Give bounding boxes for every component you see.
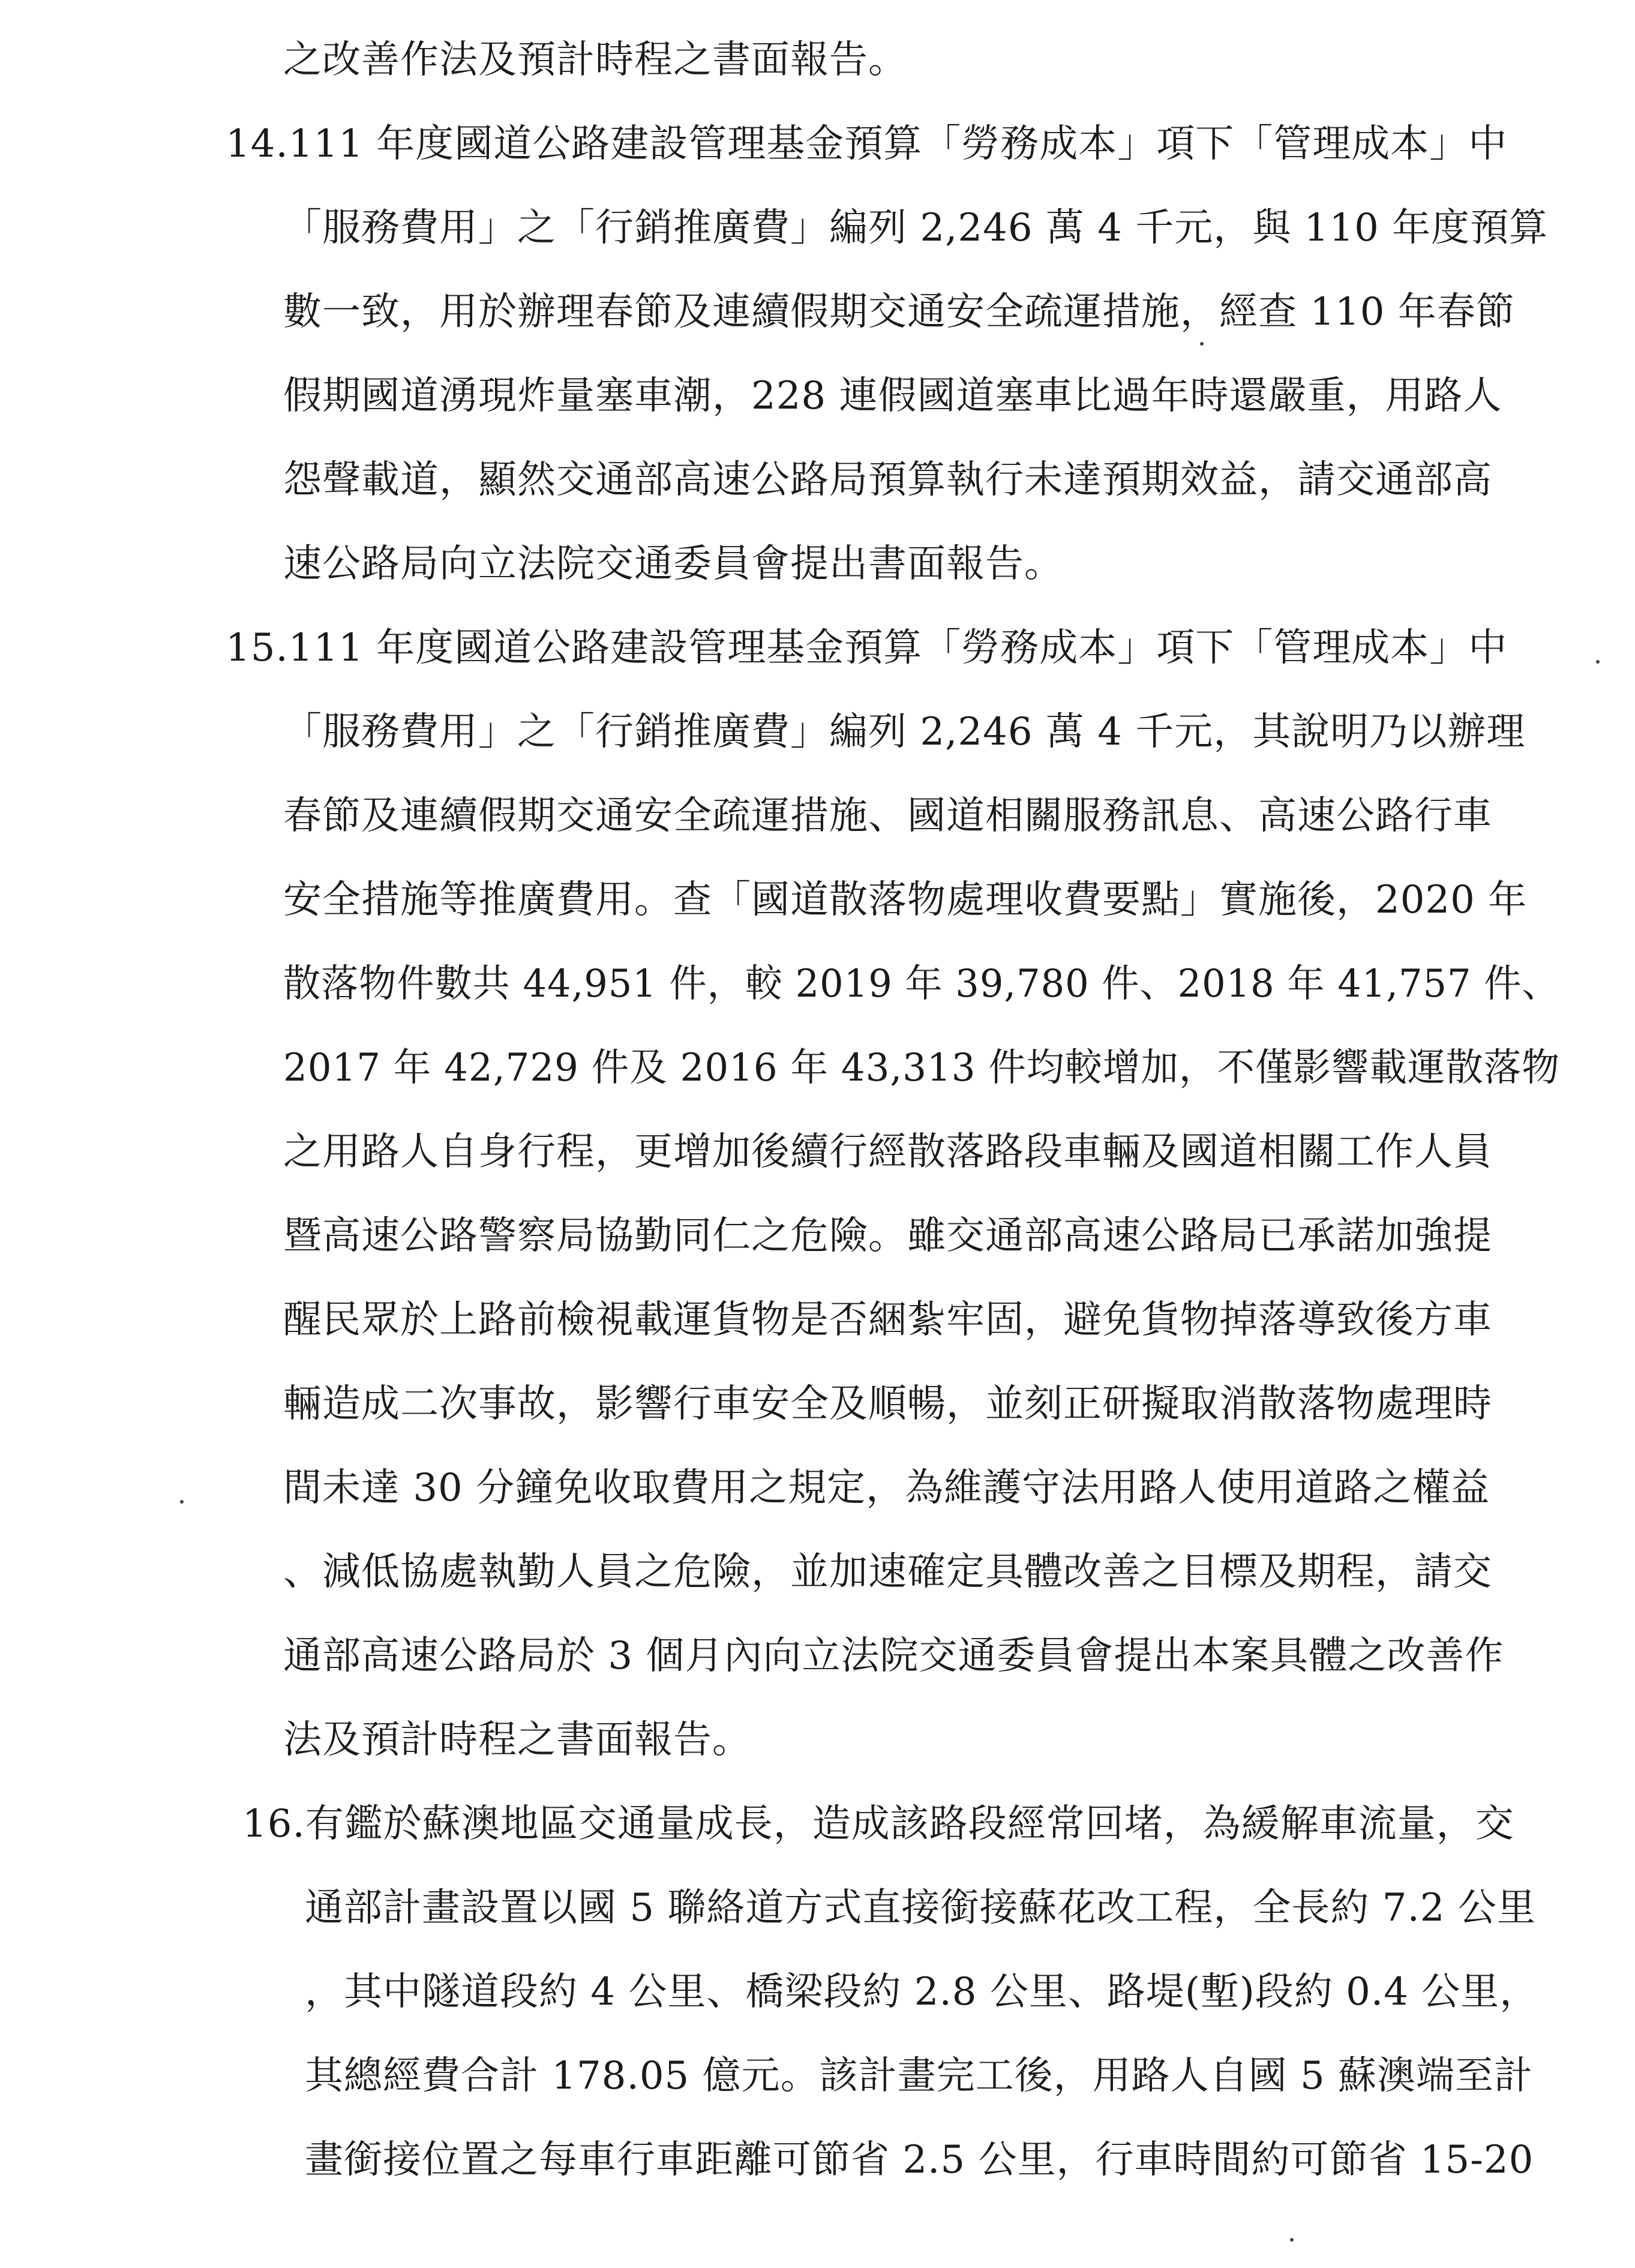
text-line: 散落物件數共 44,951 件，較 2019 年 39,780 件、2018 年 41,757 件、	[283, 962, 1560, 1006]
text-line: 怨聲載道，顯然交通部高速公路局預算執行未達預期效益，請交通部高	[283, 458, 1492, 502]
text-line: 、減低協處執勤人員之危險，並加速確定具體改善之目標及期程，請交	[283, 1550, 1492, 1594]
text-line: 假期國道湧現炸量塞車潮，228 連假國道塞車比過年時還嚴重，用路人	[283, 374, 1502, 418]
text-line: 「服務費用」之「行銷推廣費」編列 2,246 萬 4 千元，其說明乃以辦理	[283, 710, 1526, 754]
text-line: 春節及連續假期交通安全疏運措施、國道相關服務訊息、高速公路行車	[283, 794, 1492, 838]
text-line: 安全措施等推廣費用。查「國道散落物處理收費要點」實施後，2020 年	[283, 878, 1528, 922]
text-line: 之改善作法及預計時程之書面報告。	[283, 38, 907, 82]
scan-speck	[1200, 342, 1204, 346]
text-line: 畫銜接位置之每車行車距離可節省 2.5 公里，行車時間約可節省 15-20	[305, 2138, 1534, 2182]
text-line: 數一致，用於辦理春節及連續假期交通安全疏運措施，經查 110 年春節	[283, 290, 1515, 334]
scan-speck	[1596, 660, 1600, 664]
item-14-heading-line: 14.111 年度國道公路建設管理基金預算「勞務成本」項下「管理成本」中	[226, 122, 1508, 166]
scan-speck	[1290, 2238, 1294, 2242]
text-line: 速公路局向立法院交通委員會提出書面報告。	[283, 542, 1063, 586]
scan-speck	[180, 1500, 184, 1504]
text-line: 暨高速公路警察局協勤同仁之危險。雖交通部高速公路局已承諾加強提	[283, 1214, 1492, 1258]
text-line: ，其中隧道段約 4 公里、橋梁段約 2.8 公里、路堤(塹)段約 0.4 公里，	[305, 1970, 1539, 2014]
text-line: 其總經費合計 178.05 億元。該計畫完工後，用路人自國 5 蘇澳端至計	[305, 2054, 1534, 2098]
text-line: 間未達 30 分鐘免收取費用之規定，為維護守法用路人使用道路之權益	[283, 1466, 1490, 1510]
text-line: 輛造成二次事故，影響行車安全及順暢，並刻正研擬取消散落物處理時	[283, 1382, 1492, 1426]
item-16-heading-line: 16.有鑑於蘇澳地區交通量成長，造成該路段經常回堵，為緩解車流量，交	[242, 1802, 1514, 1846]
text-line: 之用路人自身行程，更增加後續行經散落路段車輛及國道相關工作人員	[283, 1130, 1492, 1174]
text-line: 法及預計時程之書面報告。	[283, 1718, 751, 1762]
item-15-heading-line: 15.111 年度國道公路建設管理基金預算「勞務成本」項下「管理成本」中	[226, 626, 1508, 670]
text-line: 「服務費用」之「行銷推廣費」編列 2,246 萬 4 千元，與 110 年度預算	[283, 206, 1549, 250]
text-line: 通部高速公路局於 3 個月內向立法院交通委員會提出本案具體之改善作	[283, 1634, 1504, 1678]
text-line: 通部計畫設置以國 5 聯絡道方式直接銜接蘇花改工程，全長約 7.2 公里	[305, 1886, 1536, 1930]
text-line: 2017 年 42,729 件及 2016 年 43,313 件均較增加，不僅影響載運散落物	[283, 1046, 1560, 1090]
text-line: 醒民眾於上路前檢視載運貨物是否綑紮牢固，避免貨物掉落導致後方車	[283, 1298, 1492, 1342]
